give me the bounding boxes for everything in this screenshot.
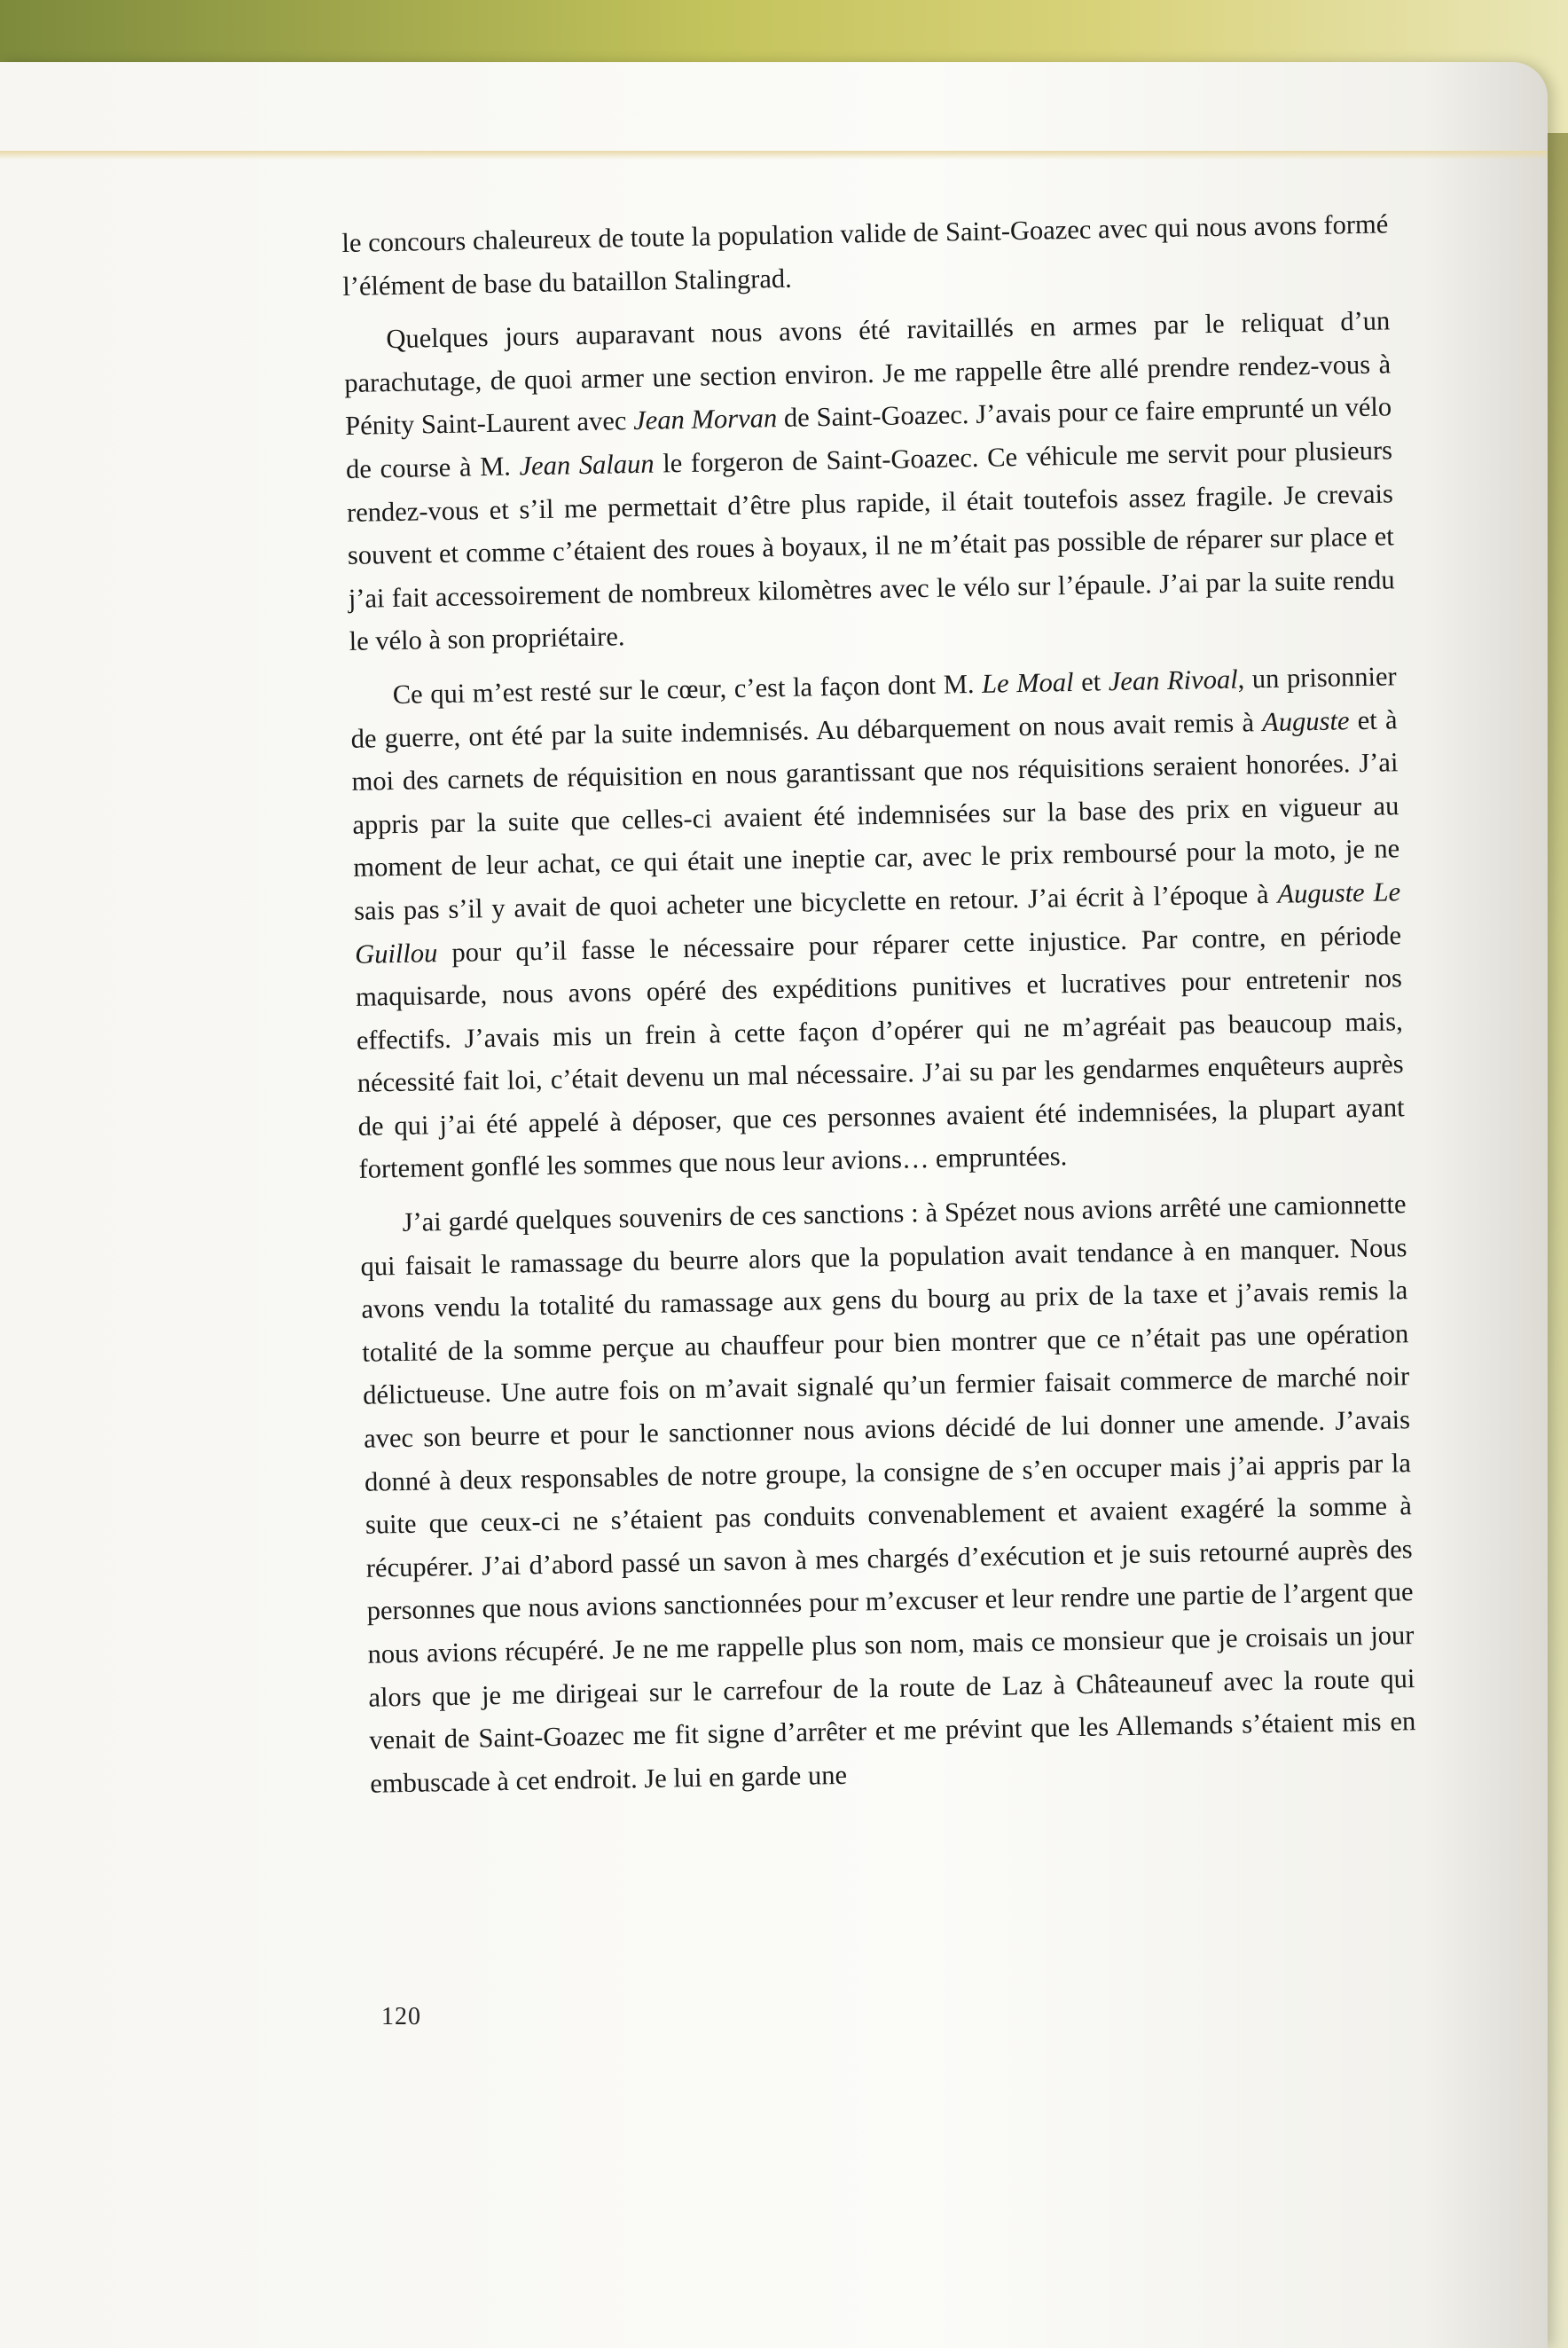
text-run: le concours chaleureux de toute la population valide de Saint-Goazec avec qui nous avons formé l’élément de base du bataillon Stalingrad. [341,208,1389,302]
paragraph [341,202,1390,308]
text-run: et à moi des carnets de réquisition en nous garantissant que nos réquisitions seraient honorées. J’ai appris par la suite que celles-ci avaient été indemnisées sur la base des prix en vigueur au moment de leur achat, ce qui était une ineptie car, avec le prix remboursé pour la moto, je ne sais pas s’il y avait de quoi acheter une bicyclette en retour. J’ai écrit à l’époque à [351,703,1400,926]
text-run: de Saint-Goazec. J’avais pour ce faire emprunté un vélo de course à M. [345,391,1392,484]
text-run: Quelques jours auparavant nous avons été ravitaillés en armes par le reliquat d’un parachutage, de quoi armer une section environ. Je me rappelle être allé prendre rendez-vous à Pénity Saint-Laurent avec [344,305,1392,442]
page-number: 120 [381,2003,421,2030]
italic-name: Le Moal [981,666,1074,699]
text-run: J’ai gardé quelques souvenirs de ces sanctions : à Spézet nous avions arrêté une camionnette qui faisait le ramassage du beurre alors que la population avait tendance à en manquer. Nous avons vendu la totalité du ramassage aux gens du bourg au prix de la taxe et j’avais remis la totalité de la somme perçue au chauffeur pour bien montrer que ce n’était pas une opération délictueuse. Une autre fois on m’avait signalé qu’un fermier faisait commerce de marché noir avec son beurre et pour le sanctionner nous avions décidé de lui donner une amende. J’avais donné à deux responsables de notre groupe, la consigne de s’en occuper mais j’ai appris par la suite que ceux-ci ne s’étaient pas conduits convenablement et avaient exagéré la somme à récupérer. J’ai d’abord passé un savon à mes chargés d’exécution et je suis retourné auprès des personnes que nous avions sanctionnées pour m’excuser et leur rendre une partie de l’argent que nous avions récupéré. Je ne me rappelle plus son nom, mais ce monsieur que je croisais un jour alors que je me dirigeai sur le carrefour de la route de Laz à Châteauneuf avec la route qui venait de Saint-Goazec me fit signe d’arrêter et me prévint que les Allemands s’étaient mis en embuscade à cet endroit. Je lui en garde une [360,1189,1416,1799]
page-edge [0,151,1548,160]
text-run: le forgeron de Saint-Goazec. Ce véhicule me servit pour plusieurs rendez-vous et s’il me permettait d’être plus rapide, il était toutefois assez fragile. Je crevais souvent et comme c’étaient des roues à boyaux, il ne m’était pas possible de réparer sur place et j’ai fait accessoirement de nombreux kilomètres avec le vélo sur l’épaule. J’ai par la suite rendu le vélo à son propriétaire. [346,435,1395,657]
paragraph [349,655,1405,1191]
text-run: Ce qui m’est resté sur le cœur, c’est la façon dont M. [392,668,983,710]
text-run: , un prisonnier de guerre, ont été par la suite indemnisés. Au débarquement on nous avait remis à [350,661,1397,754]
body-text [341,202,1417,1816]
text-run: et [1073,666,1109,697]
italic-name: Auguste [1261,704,1350,737]
italic-name: Jean Rivoal [1108,664,1238,697]
italic-name: Auguste Le Guillou [354,876,1401,970]
paragraph [359,1182,1416,1805]
text-run: pour qu’il fasse le nécessaire pour réparer cette injustice. Par contre, en période maquisarde, nous avons opéré des expéditions punitives et lucratives pour entretenir nos effectifs. J’avais mis un frein à cette façon d’opérer qui ne m’agréait pas beaucoup mais, nécessité fait loi, c’était devenu un mal nécessaire. J’ai su par les gendarmes enquêteurs auprès de qui j’ai été appelé à déposer, que ces personnes avaient été indemnisées, la plupart ayant fortement gonflé les sommes que nous leur avions… empruntées. [355,919,1405,1185]
italic-name: Jean Salaun [519,448,655,482]
paragraph [343,300,1396,664]
italic-name: Jean Morvan [632,403,778,436]
